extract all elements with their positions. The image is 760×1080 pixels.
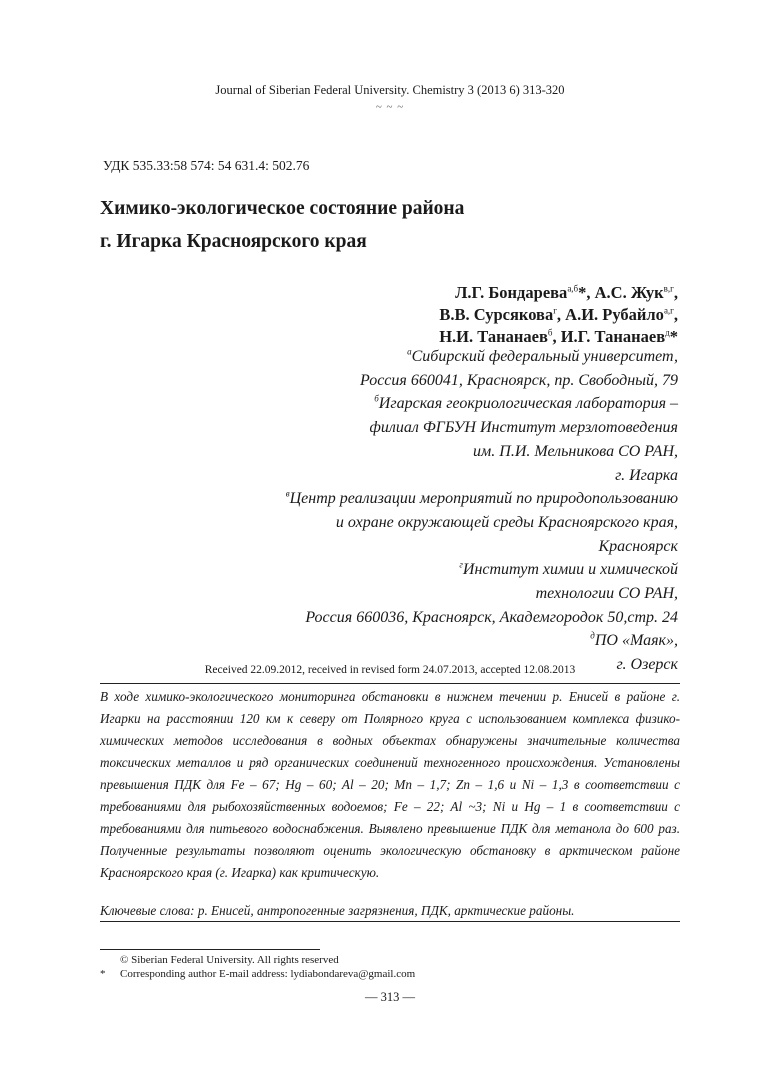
affiliation-line: Россия 660041, Красноярск, пр. Свободный, 79 xyxy=(360,371,678,389)
footnote-mark: * xyxy=(100,968,106,980)
affiliation-line: $^г$Институт химии и химической xyxy=(459,560,678,579)
affiliation-line: и охране окружающей среды Красноярского края, xyxy=(335,513,678,531)
author-separator: , xyxy=(556,305,566,324)
author-separator: , xyxy=(552,327,561,346)
page-number: — 313 — xyxy=(365,990,415,1004)
author-affiliation-mark: г xyxy=(553,305,557,316)
affiliation-line: Красноярск xyxy=(598,537,678,555)
affiliation-line: г. Озерск xyxy=(616,656,678,674)
author-separator: , xyxy=(673,305,678,324)
author-line xyxy=(158,282,678,304)
author-name: А.И. Рубайло xyxy=(565,305,664,324)
affiliation-line: $^а$Сибирский федеральный университет, xyxy=(407,346,678,365)
corresponding-author-footnote: * Corresponding author E-mail address: lydiabondareva@gmail.com xyxy=(100,968,416,980)
header-ornament: ~ ~ ~ xyxy=(375,101,405,113)
author-affiliation-mark: а,б xyxy=(567,283,579,294)
affiliation-line: филиал ФГБУН Институт мерзлотоведения xyxy=(369,419,678,437)
copyright-footnote: © Siberian Federal University. All rights reserved xyxy=(120,954,339,966)
author-name: А.С. Жук xyxy=(594,283,664,302)
author-affiliation-mark: д xyxy=(665,327,670,338)
title-line-2: г. Игарка Красноярского края xyxy=(100,231,367,252)
author-line xyxy=(158,304,678,326)
footnote-rule xyxy=(100,949,320,950)
author-separator: * xyxy=(669,327,678,346)
author-affiliation-mark: б xyxy=(547,327,553,338)
author-affiliation-mark: а,г xyxy=(663,305,674,316)
journal-header: Journal of Siberian Federal University. Chemistry 3 (2013 6) 313-320 xyxy=(215,83,565,97)
abstract: В ходе химико-экологического мониторинга обстановки в нижнем течении р. Енисей в районе г. Игарки на расстоянии 120 км к северу от Полярного круга с использованием комплекса физико-химических методов исследования в водных объектах обнаружены значительные количества токсических металлов и ряд органических соединений техногенного происхождения. Установлены превышения ПДК для Fe – 67; Hg – 60; Al – 20; Mn – 1,7; Zn – 1,6 и Ni – 1,3 в соответствии с требованиями для рыбохозяйственных водоемов; Fe – 22; Al ~3; Ni и Hg – 1 в соответствии с требованиями для питьевого водоснабжения. Выявлено превышение ПДК для метанола до 600 раз. Полученные результаты позволяют оценить экологическую обстановку в арктическом районе Красноярского края (г. Игарка) как критическую. xyxy=(100,689,680,880)
affiliation-line: г. Игарка xyxy=(615,466,678,484)
author-affiliation-mark: в,г xyxy=(663,283,674,294)
author-name: Л.Г. Бондарева xyxy=(455,283,568,302)
affiliation-mark: г xyxy=(459,560,463,570)
affiliation-mark: б xyxy=(374,394,379,405)
title-line-1: Химико-экологическое состояние района xyxy=(100,198,465,219)
author-separator: , xyxy=(673,283,678,302)
affiliation-mark: д xyxy=(590,631,595,642)
affiliation-line: Россия 660036, Красноярск, Академгородок 50,стр. 24 xyxy=(305,608,678,626)
affiliation-line: технологии СО РАН, xyxy=(535,585,678,603)
udc-code: УДК 535.33:58 574: 54 631.4: 502.76 xyxy=(103,158,310,173)
affiliation-line: им. П.И. Мельникова СО РАН, xyxy=(473,442,678,460)
affiliation-line: $^д$ПО «Маяк», xyxy=(590,631,678,650)
keywords: Ключевые слова: р. Енисей, антропогенные загрязнения, ПДК, арктические районы. xyxy=(100,903,575,918)
author-name: В.В. Сурсякова xyxy=(439,305,554,324)
affiliation-mark: а xyxy=(407,346,412,357)
received-dates: Received 22.09.2012, received in revised form 24.07.2013, accepted 12.08.2013 xyxy=(204,664,576,676)
affiliation-line: $^в$Центр реализации мероприятий по природопользованию xyxy=(285,488,678,508)
author-name: И.Г. Тананаев xyxy=(560,327,666,346)
abstract-top-rule xyxy=(100,683,680,684)
affiliation-line: $^б$Игарская геокриологическая лаборатория – xyxy=(374,394,678,413)
affiliation-mark: в xyxy=(285,488,290,499)
author-list xyxy=(158,282,678,348)
article-title xyxy=(100,192,660,258)
author-name: Н.И. Тананаев xyxy=(439,327,548,346)
author-separator: *, xyxy=(578,283,595,302)
keywords-bottom-rule xyxy=(100,921,680,922)
affiliations xyxy=(158,345,678,677)
